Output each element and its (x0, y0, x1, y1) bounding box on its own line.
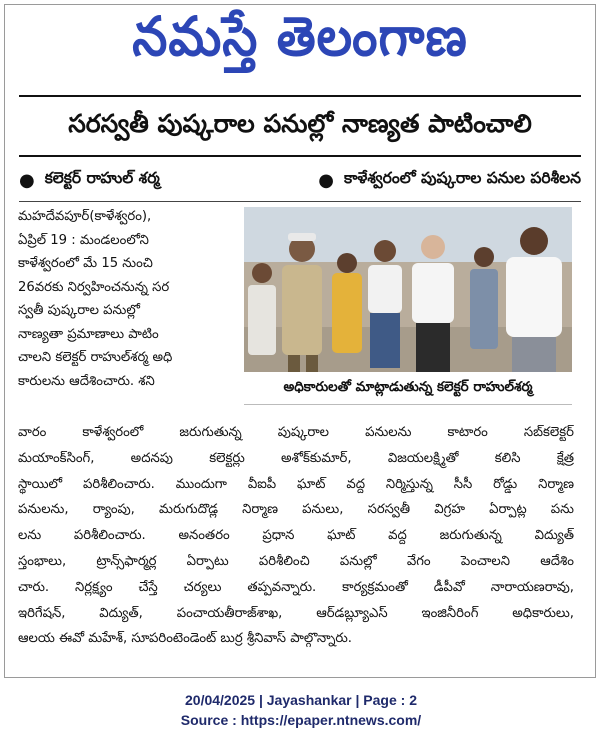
bullet-icon: ● (19, 169, 35, 191)
subhead-text: కలెక్టర్ రాహుల్ శర్మ (44, 169, 160, 187)
photo-caption: అధికారులతో మాట్లాడుతున్న కలెక్టర్ రాహుల్‌శర్మ (244, 372, 572, 405)
divider (19, 95, 581, 97)
article-line: నాణ్యతా ప్రమాణాలు పాటిం (18, 326, 159, 342)
divider (19, 155, 581, 157)
masthead-logo-text: నమస్తే తెలంగాణ (132, 4, 468, 68)
article-body (18, 420, 574, 652)
article-line: పనులను, ర్యాంపు, మరుగుదొడ్ల నిర్మాణ పనులు, సరస్వతీ విగ్రహ ఏర్పాట్ల పను (18, 502, 574, 518)
news-photo (244, 207, 572, 372)
footer-source-link[interactable]: Source : https://epaper.ntnews.com/ (180, 712, 422, 728)
article-line: లను పరిశీలించారు. అనంతరం ప్రధాన ఘాట్ వద్ద జరుగుతున్న విద్యుత్ (18, 528, 574, 544)
article-line: ఏప్రిల్ 19 : మండలంలోని (18, 232, 149, 248)
subhead-1 (19, 169, 160, 191)
bullet-icon: ● (318, 169, 334, 191)
article-line: స్తంభాలు, ట్రాన్స్‌ఫార్మర్ల ఏర్పాటు పరిశీలించి పనుల్లో వేగం పెంచాలని ఆదేశిం (18, 553, 574, 569)
article-line: స్థాయిలో పరిశీలించారు. ముందుగా వీఐపీ ఘాట్ వద్ద నిర్మిస్తున్న సీసీ రోడ్డు నిర్మాణ (18, 476, 574, 492)
headline: సరస్వతీ పుష్కరాల పనుల్లో నాణ్యత పాటించాలి (68, 109, 532, 138)
footer (0, 690, 602, 730)
masthead (5, 5, 595, 81)
subhead-2 (318, 169, 581, 191)
footer-date-edition: 20/04/2025 | Jayashankar | Page : 2 (185, 692, 417, 708)
article-line: చారు. నిర్లక్ష్యం చేస్తే చర్యలు తప్పవన్నారు. కార్యక్రమంతో డీపీవో నారాయణరావు, (18, 579, 574, 595)
article-line: కాళేశ్వరంలో మే 15 నుంచి (18, 256, 153, 271)
article-line: ఇరిగేషన్, విద్యుత్, పంచాయతీరాజ్‌శాఖ, ఆర్‌డబ్ల్యూఎస్ ఇంజినీరింగ్ అధికారులు, (18, 605, 574, 621)
subheads (19, 165, 581, 195)
article-line: 26వరకు నిర్వహించనున్న సర (18, 279, 170, 295)
article-line: వారం కాళేశ్వరంలో జరుగుతున్న పుష్కరాల పనులను కాటారం సబ్‌కలెక్టర్ (18, 425, 574, 440)
article-line: మహదేవపూర్(కాళేశ్వరం), (18, 209, 152, 224)
subhead-text: కాళేశ్వరంలో పుష్కరాల పనుల పరిశీలన (343, 169, 581, 187)
article-line: చాలని కలెక్టర్ రాహుల్‌శర్మ అధి (18, 350, 173, 365)
article-line: కారులను ఆదేశించారు. శని (18, 373, 155, 389)
article-line: ఆలయ ఈవో మహేశ్, సూపరింటెండెంట్ బుర్ర శ్రీనివాస్ పాల్గొన్నారు. (18, 631, 352, 647)
article-line: మయాంక్‌సింగ్, అదనపు కలెక్టర్లు అశోక్‌కుమార్, విజయలక్ష్మితో కలిసి క్షేత్ర (18, 450, 574, 466)
divider (19, 201, 581, 202)
article-line: స్వతీ పుష్కరాల పనుల్లో (18, 303, 140, 318)
article-lead-column (18, 205, 238, 393)
